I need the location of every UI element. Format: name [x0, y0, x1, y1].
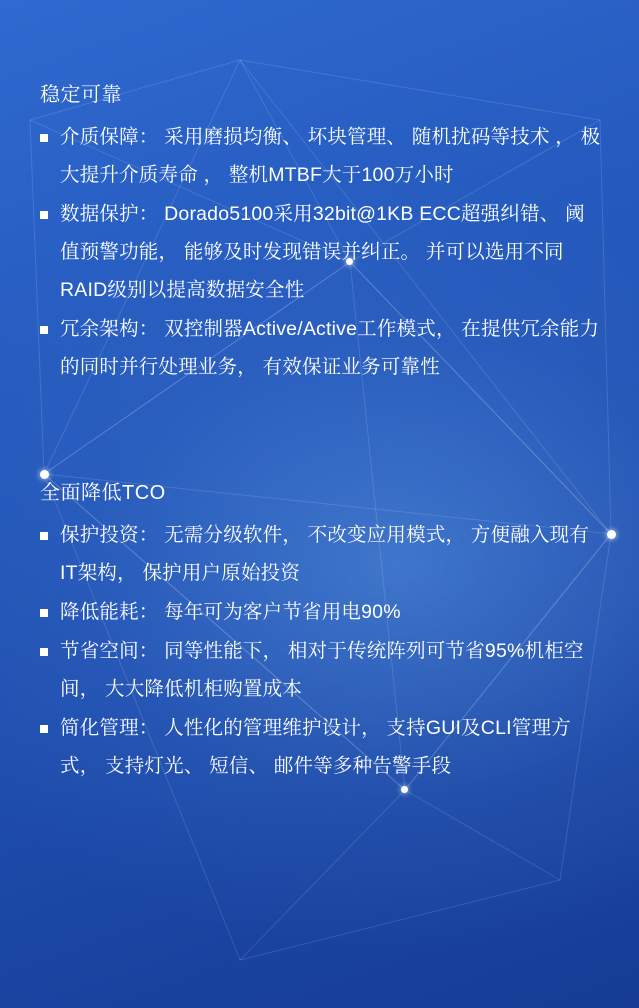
square-bullet-icon: [40, 532, 48, 540]
list-item-text: 介质保障： 采用磨损均衡、 坏块管理、 随机扰码等技术 ， 极大提升介质寿命 ， 整机MTBF大于100万小时: [60, 126, 601, 186]
square-bullet-icon: [40, 609, 48, 617]
list-item: [40, 195, 602, 309]
list-item-text: 保护投资： 无需分级软件， 不改变应用模式， 方便融入现有IT架构， 保护用户原始投资: [60, 524, 590, 584]
list-item-text: 数据保护： Dorado5100采用32bit@1KB ECC超强纠错、 阈值预警功能， 能够及时发现错误并纠正。 并可以选用不同RAID级别以提高数据安全性: [60, 203, 585, 301]
square-bullet-icon: [40, 648, 48, 656]
square-bullet-icon: [40, 134, 48, 142]
list-item-text: 节省空间： 同等性能下， 相对于传统阵列可节省95%机柜空间， 大大降低机柜购置成本: [60, 640, 584, 700]
list-item: [40, 118, 602, 194]
list-item: [40, 516, 602, 592]
list-item: [40, 632, 602, 708]
bullet-list: [40, 118, 602, 386]
list-item: [40, 310, 602, 386]
section-tco: [40, 478, 602, 786]
square-bullet-icon: [40, 725, 48, 733]
square-bullet-icon: [40, 326, 48, 334]
list-item: [40, 593, 602, 631]
section-heading: 稳定可靠: [40, 84, 122, 106]
list-item-text: 降低能耗： 每年可为客户节省用电90%: [60, 601, 401, 623]
section-stability: [40, 80, 602, 387]
bullet-list: [40, 516, 602, 785]
list-item-text: 简化管理： 人性化的管理维护设计， 支持GUI及CLI管理方式， 支持灯光、 短信、 邮件等多种告警手段: [60, 717, 571, 777]
square-bullet-icon: [40, 211, 48, 219]
section-heading: 全面降低TCO: [40, 482, 166, 504]
list-item-text: 冗余架构： 双控制器Active/Active工作模式， 在提供冗余能力的同时并行处理业务， 有效保证业务可靠性: [60, 318, 600, 378]
list-item: [40, 709, 602, 785]
